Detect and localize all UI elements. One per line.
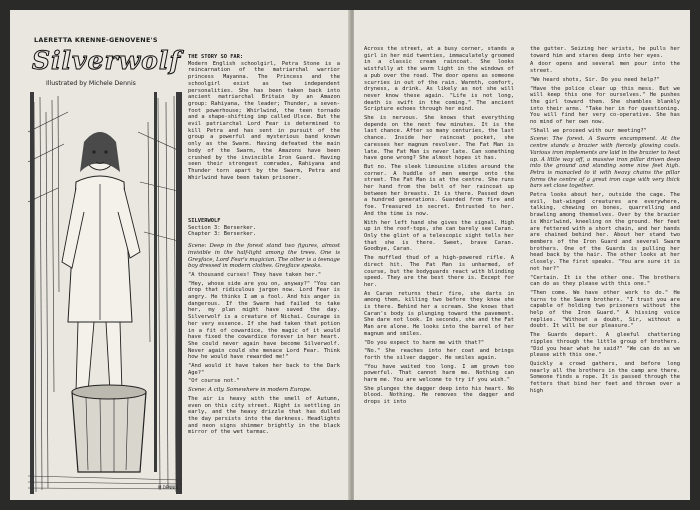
story-so-far-heading: THE STORY SO FAR: bbox=[188, 54, 244, 60]
paragraph: But no. The sleek limousine slides around the corner. A huddle of men emerge onto the street. The Fat Man is at the centre. She runs her hand from the belt of her raincoat up between her breasts. It is there. Passed down a hundred generations. Guarded from fire and foe. Treasured in secret. Entrusted to her. And the time is now. bbox=[364, 163, 514, 217]
left-main-column bbox=[188, 218, 340, 488]
paragraph: Petra looks about her, outside the cage. The evil, bat-winged creatures are everywhere, talking, chewing on bones, quarrelling and brawling among themselves. Over by the brazier is Whirlwind, kneeling on the ground. Her feet are fettered with a short chain, and her hands are chained behind her. About her stand two members of the Iron Guard and several Swarm brothers. One of the Guards is pulling her head back by the hair. The other looks at her closely. The first speaks. "You are sure it is not her?" bbox=[530, 192, 680, 272]
paragraph: "A thousand curses! They have taken her." bbox=[188, 271, 322, 278]
illustrator-signature: M.DENNIS bbox=[157, 485, 178, 490]
scene-note: Scene: The forest. A Swarm encampment. At the centre stands a brazier with fiercely glowing coals. Various iron implements are laid in the brazier to heat up. A little way off, a massive iron pillar driven deep into the ground and standing some nine feet high. Petra is manacled to it with heavy chains the pillar forms the centre of a great iron cage with very thick bars set close together. bbox=[530, 136, 680, 190]
paragraph: the gutter. Seizing her wrists, he pulls her toward him and stares deep into her eyes. bbox=[530, 46, 680, 59]
paragraph: Quickly a crowd gathers, and before long nearly all the brothers in the camp are there. Someone finds a rope. It is passed through the fetters that bind her feet and thrown over a high bbox=[530, 360, 680, 394]
magazine-spread bbox=[10, 10, 690, 500]
paragraph: "No." She reaches into her coat and brings forth the silver dagger. He smiles again. bbox=[364, 348, 514, 361]
paragraph: A door opens and several men pour into the street. bbox=[530, 61, 680, 75]
paragraph: "Do you expect to harm me with that?" bbox=[364, 339, 485, 346]
paragraph: "We heard shots, Sir. Do you need help?" bbox=[530, 76, 660, 83]
scene-note: Scene: A city. Somewhere in modern Europe. bbox=[188, 387, 312, 394]
scene-note: Scene: Deep in the forest stand two figures, almost invisible in the half-light among the trees. One is Greyface, Lord Fear's magician. The other is a teenage boy dressed in modern clothes. Greyface speaks. bbox=[188, 243, 340, 270]
story-so-far-column bbox=[188, 54, 340, 214]
illustration-drawing bbox=[28, 92, 182, 494]
story-illustration bbox=[28, 92, 182, 494]
paragraph: As Caran returns their fire, she darts in among them, killing two before they know she is there. Behind her a scream. She knows that Caran's body is plunging toward the pavement. She dare not look. In seconds, she and the Fat Man are alone. He looks into the barrel of her magnum and smiles. bbox=[364, 290, 514, 337]
section-title: SILVERWOLF bbox=[188, 218, 221, 224]
paragraph: "Hey, whose side are you on, anyway?" "You can drop that ridiculous jargon now. Lord Fear is angry. He thinks I am a fool. And his anger is dangerous. If the Swarm had failed to take her, my plan might have saved the day. Silverwolf is a creature of Nichai. Courage is her very essence. If she had taken that potion in a fit of cowardice, the magic of it would have fixed the cowardice forever in her heart. She could never again have become Silverwolf. Never again could she menace Lord Fear. Think how he would have rewarded me!" bbox=[188, 280, 340, 361]
paragraph: Across the street, at a busy corner, stands a girl in her mid twenties, immaculately groomed in a classic cream raincoat. She looks wistfully at the warm light in the windows of a pub over the road. The door opens as someone scurries in out of the rain. Warmth, comfort, dryness, a drink. As likely as not she will never know these again. "Life is not long, death is swift in the coming." The ancient Scripture echoes through her mind. bbox=[364, 46, 514, 113]
paragraph: "Shall we proceed with our meeting?" bbox=[530, 127, 647, 134]
paragraph: "Certain. It is the other one. The brothers can do as they please with this one." bbox=[530, 274, 680, 288]
right-page bbox=[354, 10, 690, 500]
story-title: Silverwolf bbox=[32, 46, 182, 75]
paragraph: She is nervous. She knows that everything depends on the next few minutes. It is the last chance. After so many centuries, the last chance. Inside her raincoat pocket, she caresses her magnum revolver. The Fat Man is late. The Fat Man is never late. Can something have gone wrong? She almost hopes it has. bbox=[364, 115, 514, 162]
paragraph: "And would it have taken her back to the Dark Age?" bbox=[188, 363, 340, 376]
illustrator-credit: Illustrated by Michele Dennis bbox=[46, 80, 136, 87]
paragraph: She plunges the dagger deep into his heart. No blood. Nothing. He removes the dagger and drops it into bbox=[364, 385, 514, 406]
paragraph: The air is heavy with the smell of Autumn, even on this city street. Night is settling in early, and the heavy drizzle that has dulled the day persists into the darkness. Headlights and neon signs shimmer brightly in the black mirror of the wet tarmac. bbox=[188, 395, 340, 436]
right-column-2 bbox=[530, 46, 680, 490]
paragraph: "Have the police clear up this mess. But we will keep this one for ourselves." He pushes the girl toward them. She shambles blankly into their arms. "Take her in for questioning. You will find her very co-operative. She has no mind of her own now. bbox=[530, 85, 680, 126]
left-page bbox=[10, 10, 352, 500]
author-credit: LAERETTA KRENNE-GENOVENE'S bbox=[34, 36, 158, 44]
paragraph: The muffled thud of a high-powered rifle. A direct hit. The Fat Man is unharmed, of course, but the bodyguards react with blinding speed. They are the best there is. Except for her. bbox=[364, 255, 514, 288]
story-so-far-text: Modern English schoolgirl, Petra Stone is a reincarnation of the matriarchal warrior princess Mayanna. The Princess and the schoolgirl exist as two independent personalities. She has been taken back into ancient matriarchal Britain by an Amazon group: Rahiyana, the leader; Thunder, a seven-foot powerhouse; Whirlwind, the teen tornado and a shape-shifting imp called Ulsce. But the evil patriarchal Lord Fear is determined to kill Petra and has sent in pursuit of the group a powerful and mysterious band known only as the Swarm. Having defeated the main body of the Swarm, the Amazons have been crushed by the invincible Iron Guard. Having seen their strongest comrades, Rahiyana and Thunder torn apart by the Swarm, Petra and Whirlwind have been taken prisoner. bbox=[188, 60, 340, 181]
paragraph: "Of course not." bbox=[188, 378, 240, 385]
chapter-line: Chapter 3: Berserker. bbox=[188, 231, 257, 238]
paragraph: The Guards depart. A gleeful chattering ripples through the little group of brothers. "Did you hear what he said?" "We can do as we please with this one." bbox=[530, 332, 680, 359]
paragraph: "Then come. We have other work to do." He turns to the Swarm brothers. "I trust you are capable of holding two prisoners without the help of the Iron Guard." A hissing voice replies. "Without a doubt, Sir, without a doubt. It will be our pleasure." bbox=[530, 289, 680, 330]
paragraph: With her left hand she gives the signal. High up in the roof-tops, she can barely see Caran. Only the glint of a telescopic sight tells her that she is there. Sweet, brave Caran. Goodbye, Caran. bbox=[364, 219, 514, 253]
right-column-1 bbox=[364, 46, 514, 490]
section-line: Section 3: Berserker. bbox=[188, 224, 257, 231]
paragraph: "You have waited too long. I am grown too powerful. That cannot harm me. Nothing can harm me. You are welcome to try if you wish." bbox=[364, 363, 514, 384]
